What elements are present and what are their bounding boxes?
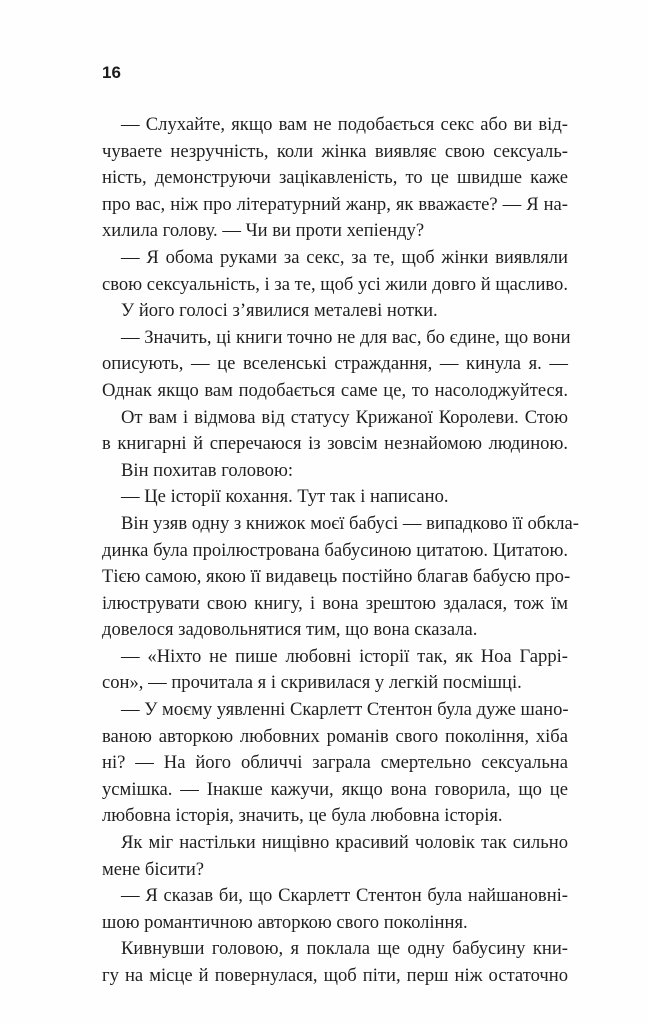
text-line: — Значить, ці книги точно не для вас, бо єдине, що вони <box>121 326 571 348</box>
text-line: описують, — це вселенські страждання, — кинула я. — <box>102 353 568 375</box>
text-line: шою романтичною авторкою свого покоління. <box>102 911 468 933</box>
text-line: свою сексуальність, і за те, щоб усі жили довго й щасливо. <box>102 273 568 295</box>
text-line: — Слухайте, якщо вам не подобається секс або ви від- <box>121 114 568 135</box>
page-number: 16 <box>102 63 121 82</box>
text-line: гу на місце й повернулася, щоб піти, перш ніж остаточно <box>102 965 568 986</box>
text-line: ні? — На його обличчі заграла смертельно сексуальна <box>102 752 568 774</box>
text-line: любовна історія, значить, це була любовна історія. <box>102 805 503 827</box>
text-line: Однак якщо вам подобається саме це, то насолоджуйтеся. <box>102 379 568 401</box>
text-line: — У моєму уявленні Скарлетт Стентон була дуже шано- <box>121 699 569 721</box>
text-line: хилила голову. — Чи ви проти хепіенду? <box>102 220 425 242</box>
text-line: мене бісити? <box>102 858 205 880</box>
text-line: Кивнувши головою, я поклала ще одну бабусину кни- <box>121 938 568 960</box>
text-line: Тією самою, якою її видавець постійно благав бабусю про- <box>102 566 571 588</box>
text-line: — «Ніхто не пише любовні історії так, як Ноа Гаррі- <box>121 645 568 667</box>
text-line: ність, демонструючи зацікавленість, то це швидше каже <box>102 167 568 189</box>
text-line: — Я сказав би, що Скарлетт Стентон була найшановні- <box>121 885 568 907</box>
text-line: Він узяв одну з книжок моєї бабусі — випадково її обкла- <box>121 512 579 534</box>
text-line: чуваете незручність, коли жінка виявляє свою сексуаль- <box>102 140 568 162</box>
text-line: динка була проілюстрована бабусиною цитатою. Цитатою. <box>102 539 568 561</box>
text-line: — Я обома руками за секс, за те, щоб жінки виявляли <box>121 246 568 268</box>
text-line: Він похитав головою: <box>121 459 294 481</box>
body-text <box>102 112 579 990</box>
text-line: От вам і відмова від статусу Крижаної Королеви. Стою <box>121 406 568 428</box>
text-line: ваною авторкою любовних романів свого покоління, хіба <box>102 725 568 747</box>
text-line: — Це історії кохання. Тут так і написано. <box>121 486 449 508</box>
text-line: усмішка. — Інакше кажучи, якщо вона говорила, що це <box>102 778 568 800</box>
text-line: У його голосі з’явилися металеві нотки. <box>121 300 438 322</box>
text-line: Як міг настільки нищівно красивий чоловік так сильно <box>121 832 568 854</box>
text-line: сон», — прочитала я і скривилася у легкій посмішці. <box>102 672 522 694</box>
text-line: про вас, ніж про літературний жанр, як вважаєте? — Я на- <box>102 193 568 215</box>
text-line: ілюструвати свою книгу, і вона зрештою здалася, тож їм <box>102 592 568 614</box>
text-line: довелося задовольнятися тим, що вона сказала. <box>102 619 478 641</box>
text-line: в книгарні й сперечаюся із зовсім незнайомою людиною. <box>102 433 568 455</box>
